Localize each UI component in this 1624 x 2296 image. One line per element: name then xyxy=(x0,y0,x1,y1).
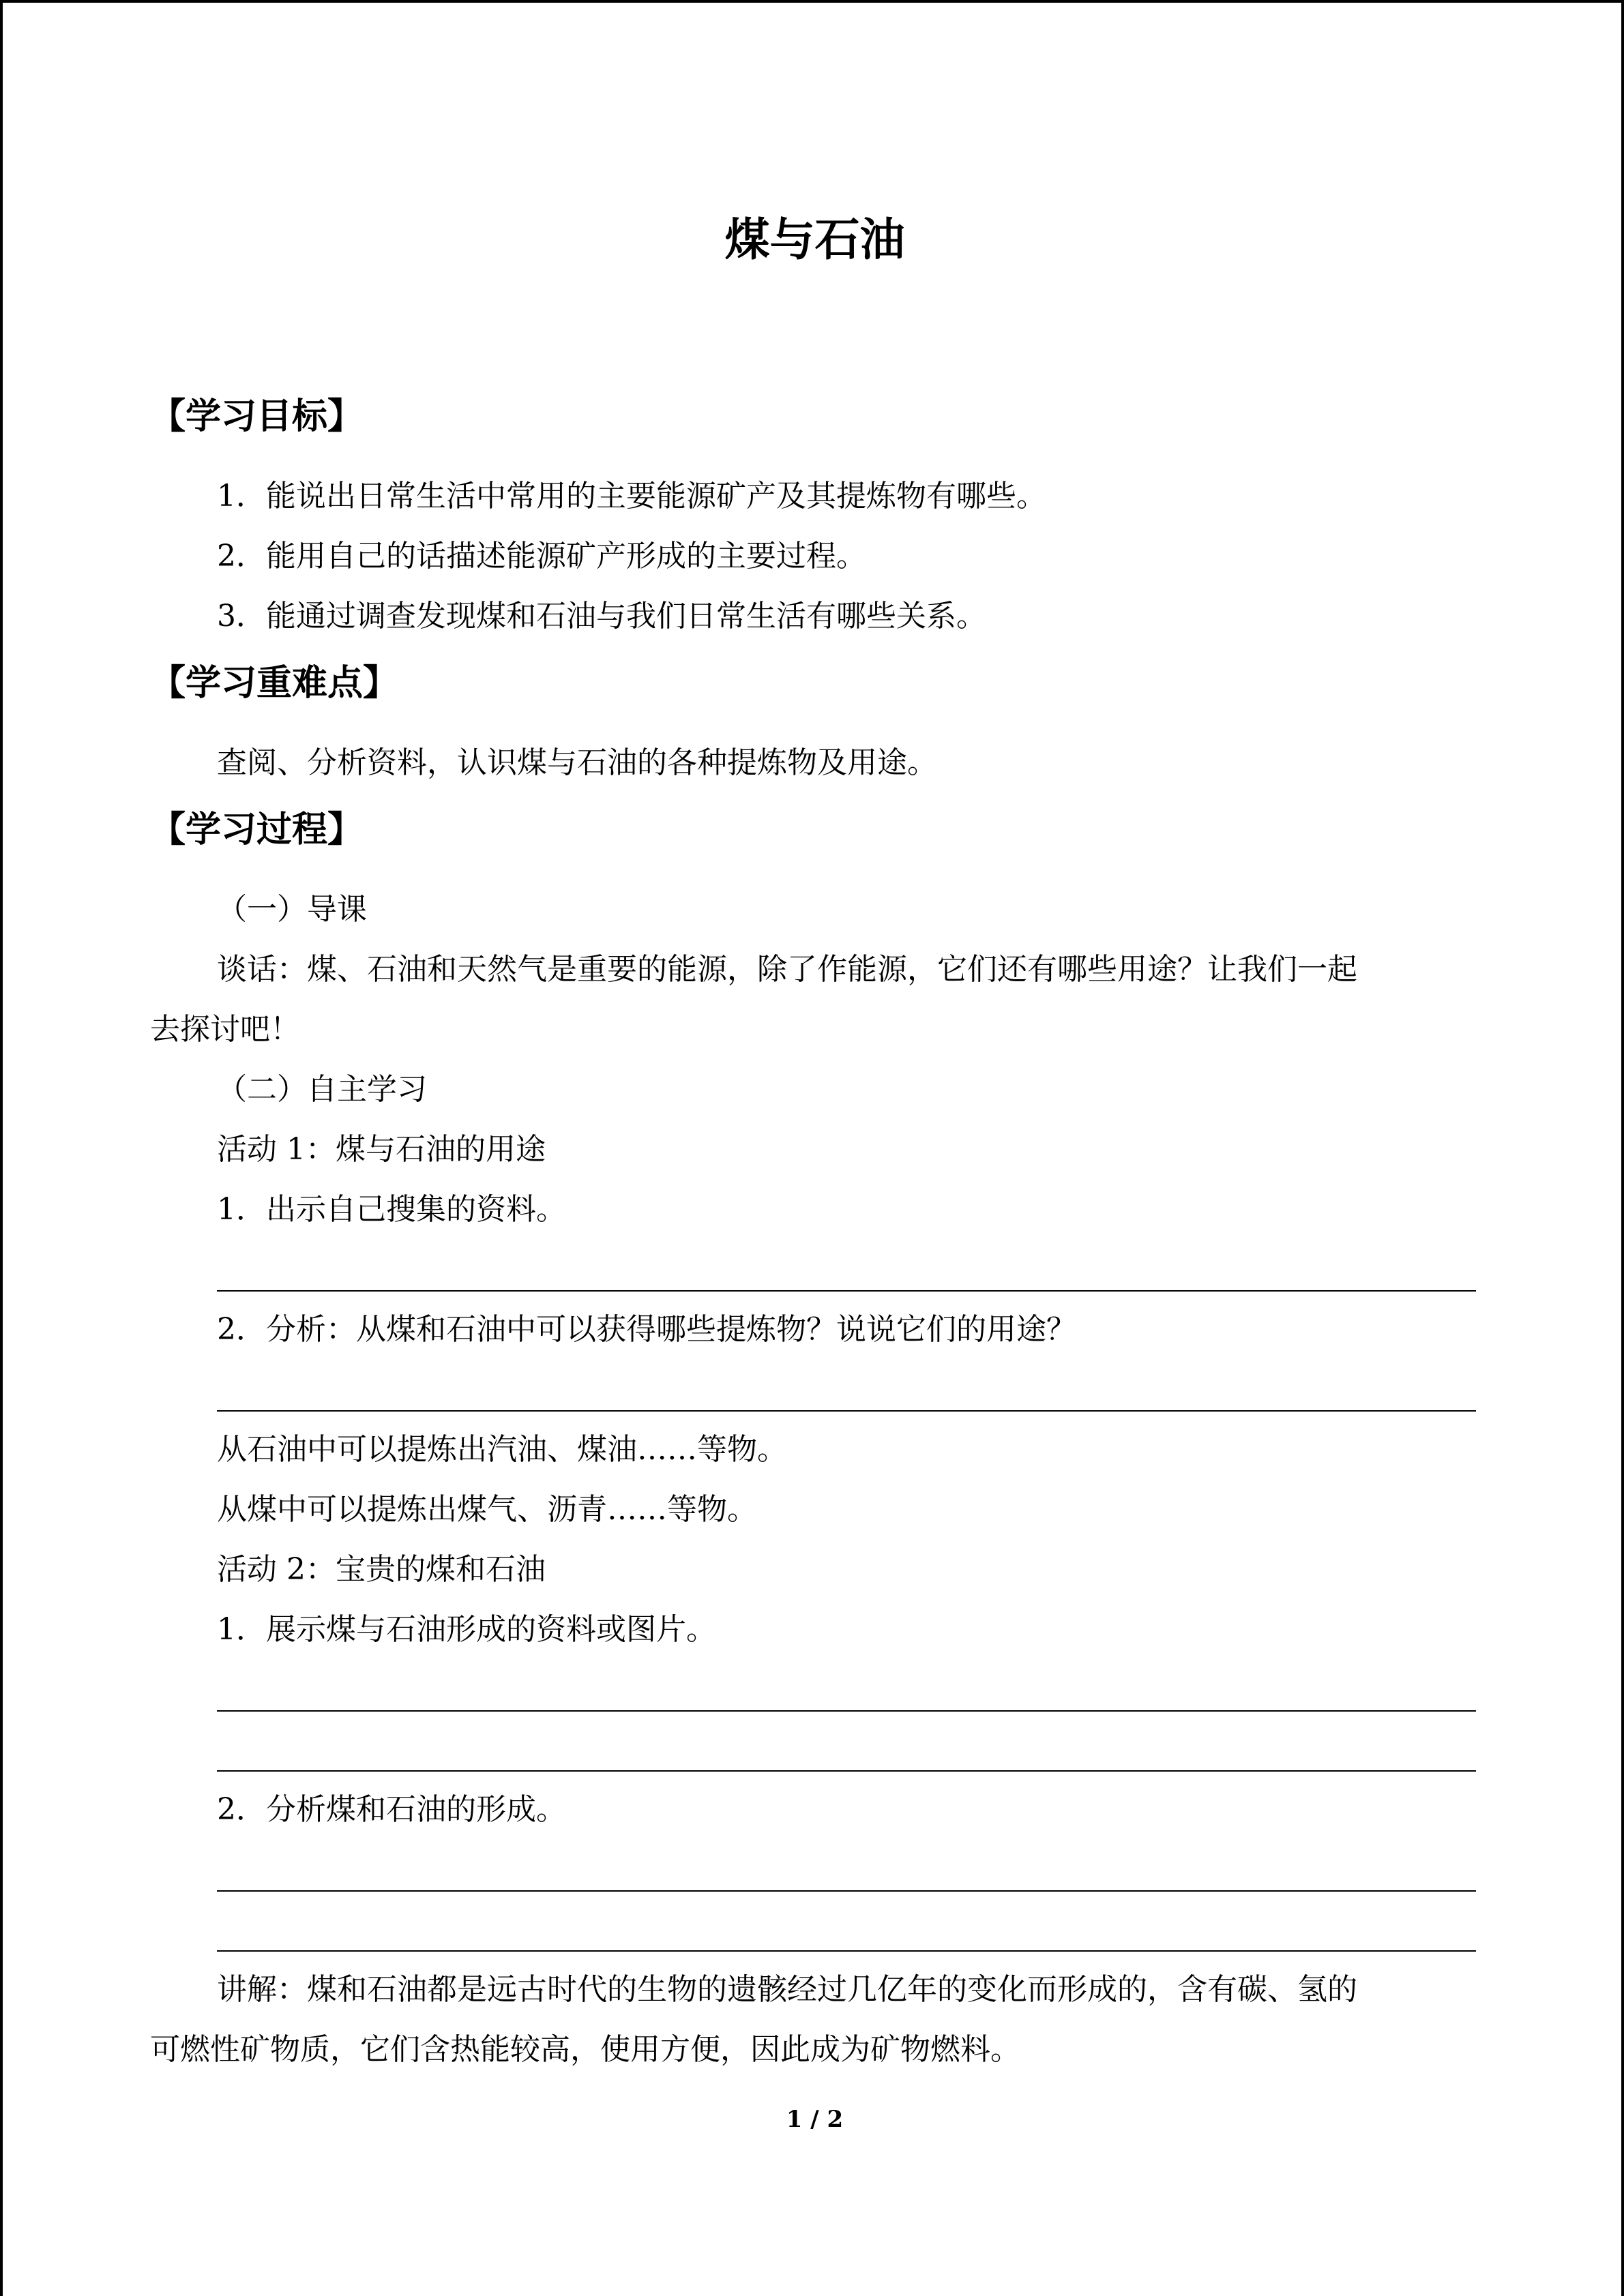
page-number: 1 / 2 xyxy=(786,2106,844,2133)
answer-blank-line xyxy=(217,1890,1476,1892)
answer-blank-line xyxy=(217,1410,1476,1412)
intro-label: （一）导课 xyxy=(217,892,367,927)
activity1-step2: 2．分析：从煤和石油中可以获得哪些提炼物？说说它们的用途？ xyxy=(217,1312,1076,1347)
activity1-answer2: 从煤中可以提炼出煤气、沥青……等物。 xyxy=(217,1492,757,1527)
activity1-title: 活动 1：煤与石油的用途 xyxy=(217,1132,546,1167)
answer-blank-line xyxy=(217,1290,1476,1292)
talk-line-2: 去探讨吧！ xyxy=(150,1012,300,1047)
process-heading: 【学习过程】 xyxy=(150,809,364,850)
objectives-heading: 【学习目标】 xyxy=(150,396,364,437)
explain-line-1: 讲解：煤和石油都是远古时代的生物的遗骸经过几亿年的变化而形成的，含有碳、氢的 xyxy=(217,1972,1357,2007)
activity2-title: 活动 2：宝贵的煤和石油 xyxy=(217,1552,546,1587)
talk-line-1: 谈话：煤、石油和天然气是重要的能源，除了作能源，它们还有哪些用途？让我们一起 xyxy=(217,952,1357,987)
activity1-answer1: 从石油中可以提炼出汽油、煤油……等物。 xyxy=(217,1432,787,1467)
page-title: 煤与石油 xyxy=(724,213,905,266)
objective-item-2: 2．能用自己的话描述能源矿产形成的主要过程。 xyxy=(217,539,866,573)
objective-item-3: 3．能通过调查发现煤和石油与我们日常生活有哪些关系。 xyxy=(217,599,986,633)
answer-blank-line xyxy=(217,1710,1476,1712)
self-study-label: （二）自主学习 xyxy=(217,1072,427,1107)
answer-blank-line xyxy=(217,1950,1476,1952)
explain-line-2: 可燃性矿物质，它们含热能较高，使用方便，因此成为矿物燃料。 xyxy=(150,2032,1020,2067)
activity2-step1: 1．展示煤与石油形成的资料或图片。 xyxy=(217,1612,716,1647)
key-points-text: 查阅、分析资料，认识煤与石油的各种提炼物及用途。 xyxy=(217,745,937,780)
answer-blank-line xyxy=(217,1770,1476,1772)
objective-item-1: 1．能说出日常生活中常用的主要能源矿产及其提炼物有哪些。 xyxy=(217,479,1046,513)
activity2-step2: 2．分析煤和石油的形成。 xyxy=(217,1792,566,1827)
key-points-heading: 【学习重难点】 xyxy=(150,663,399,704)
activity1-step1: 1．出示自己搜集的资料。 xyxy=(217,1192,566,1227)
